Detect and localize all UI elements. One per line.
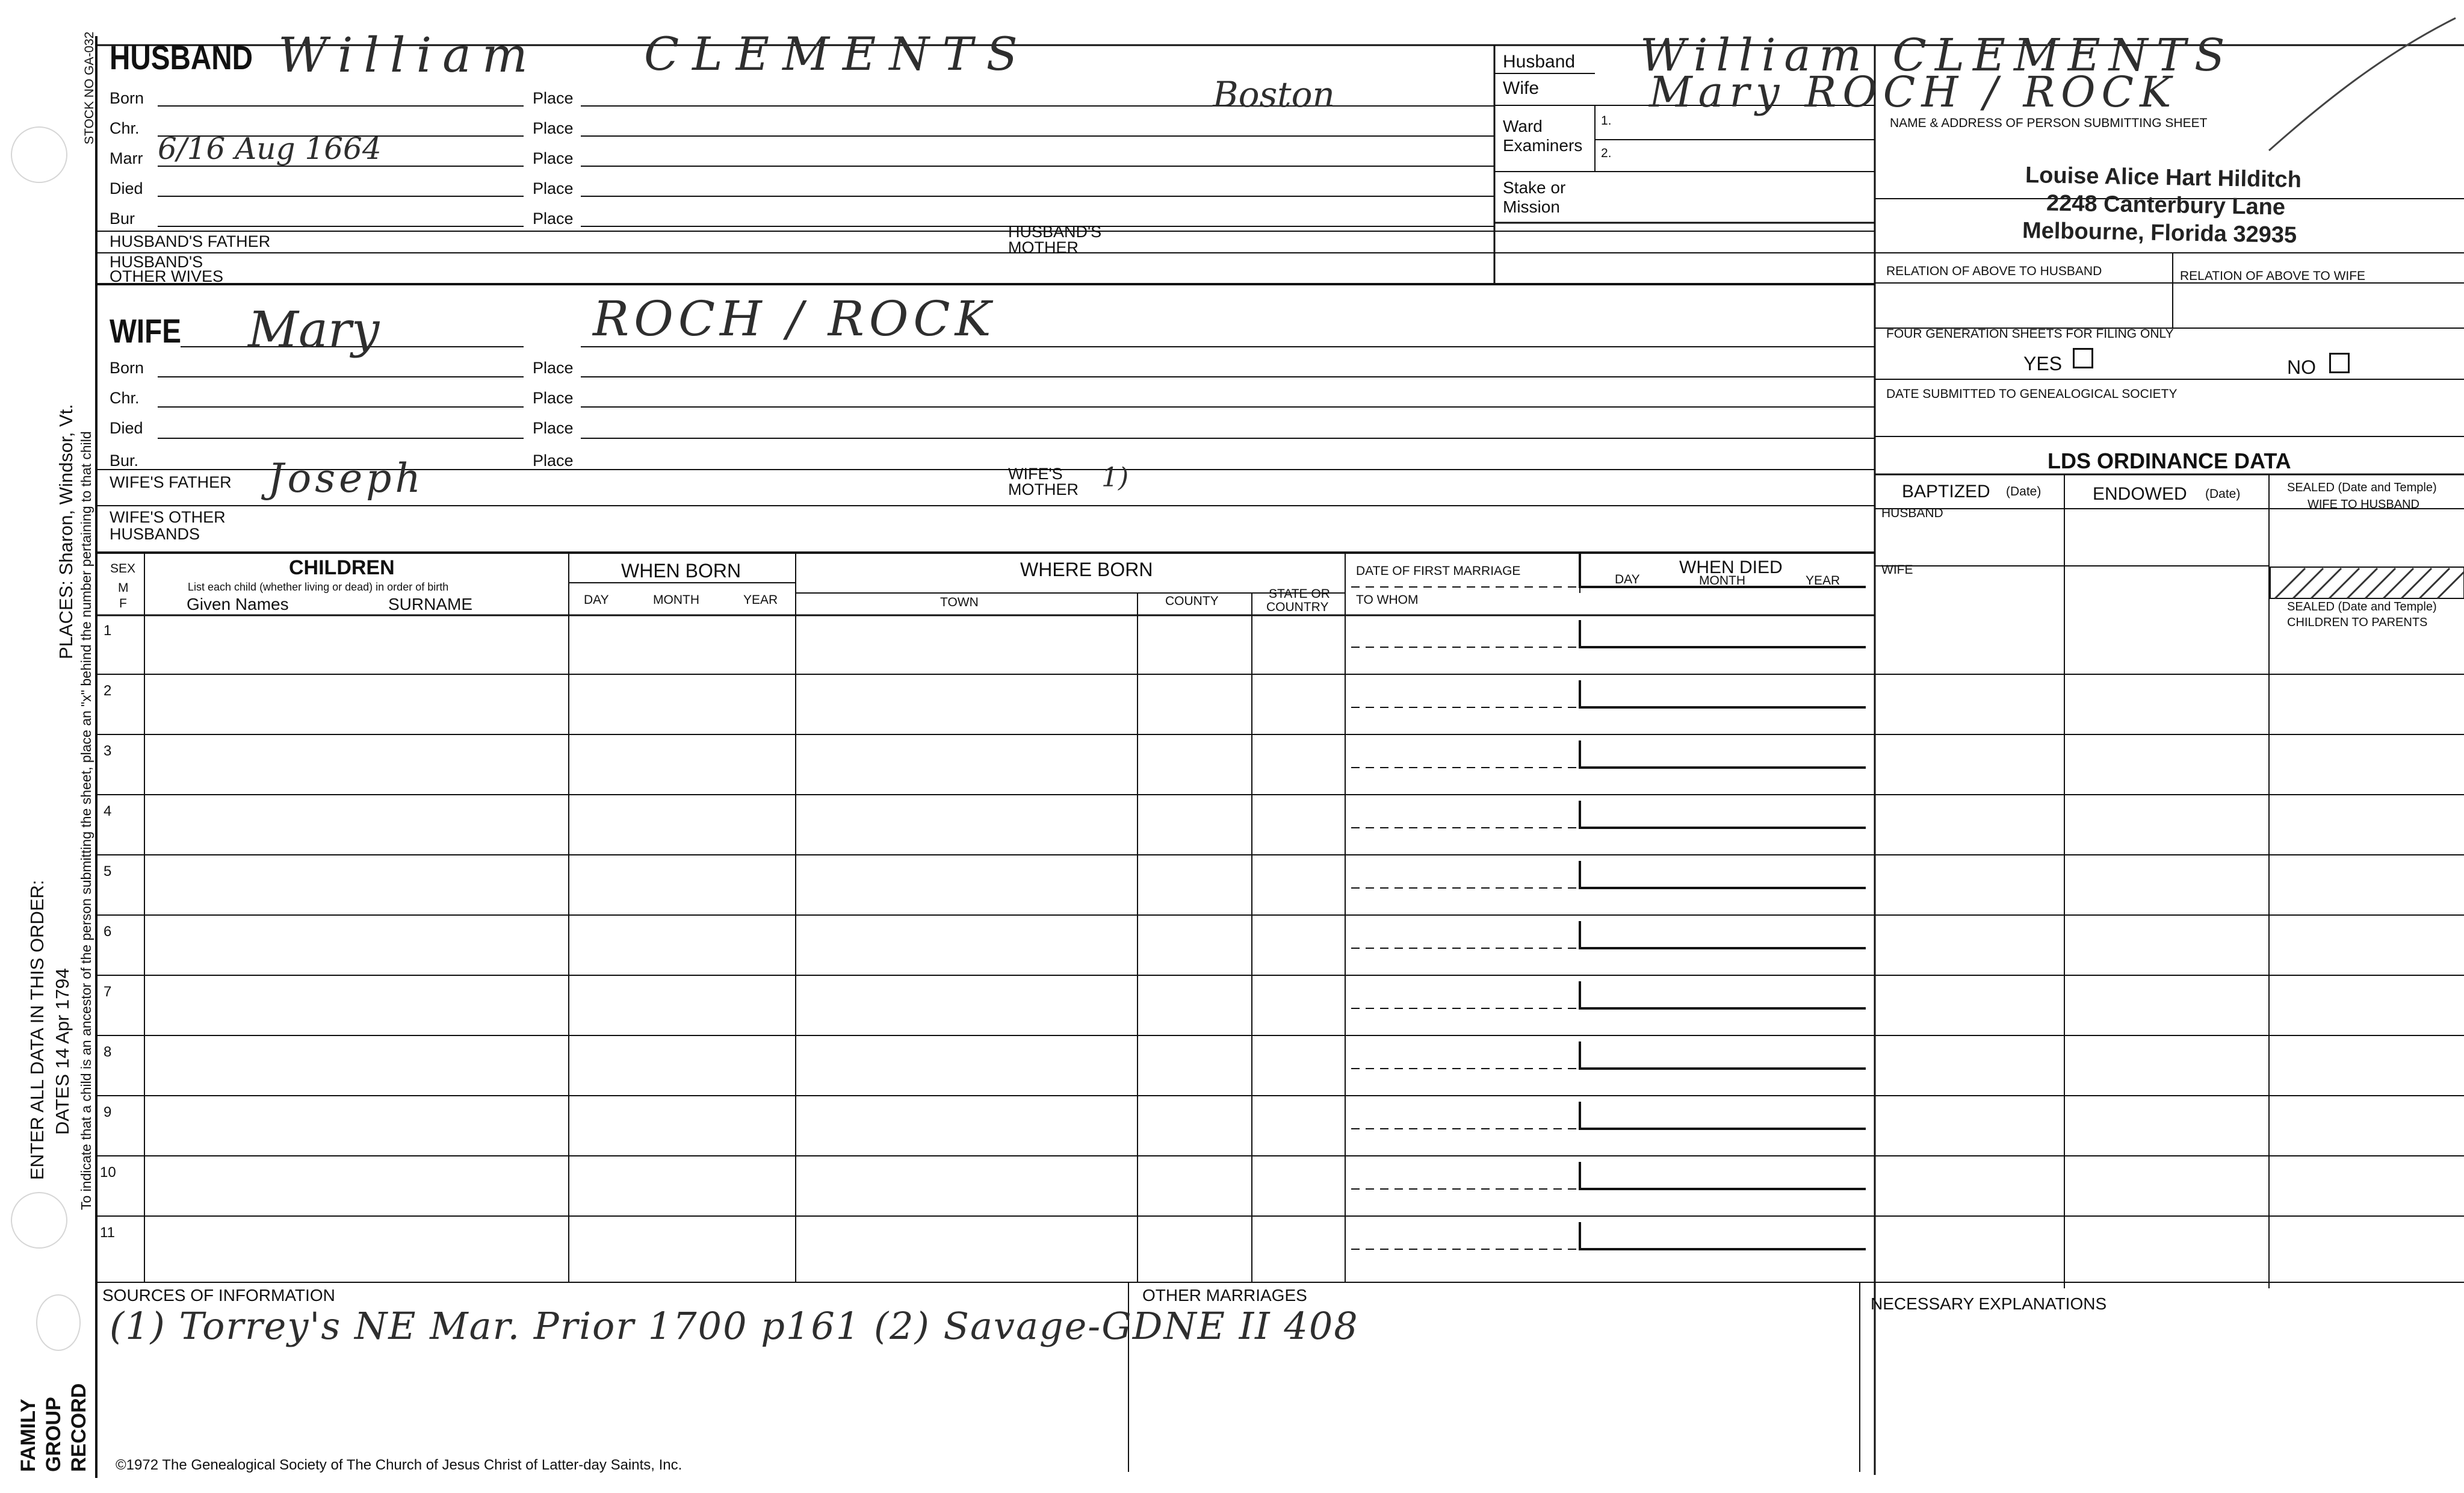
punch-hole [11,126,67,183]
lds-ordinance-title: LDS ORDINANCE DATA [2048,449,2291,473]
wifes-mother-value[interactable]: 1) [1101,462,1129,493]
born-day-header: DAY [584,593,609,607]
child-row-number: 8 [104,1044,112,1060]
wife-bur-place-label: Place [533,452,574,470]
punch-hole [36,1294,81,1351]
no-checkbox[interactable] [2329,353,2350,373]
child-row-number: 4 [104,803,112,819]
stake-label: Stake or [1503,178,1566,197]
endowed-date-label: (Date) [2205,487,2241,501]
submitter-name[interactable]: Louise Alice Hart Hilditch [2025,162,2302,193]
when-died-header: WHEN DIED [1679,557,1783,577]
stock-number: STOCK NO GA-032 [82,31,96,144]
husband-bur-label: Bur [110,210,135,228]
ward-label: Ward [1503,117,1543,135]
baptized-label: BAPTIZED [1902,482,1990,501]
child-row-number: 11 [100,1225,115,1241]
child-row-number: 9 [104,1104,112,1120]
wife-heading: WIFE [110,312,181,350]
ward-examiner-1: 1. [1601,114,1612,128]
sources-label: SOURCES OF INFORMATION [102,1286,335,1305]
child-row-number: 10 [100,1164,116,1181]
yes-label: YES [2023,353,2063,374]
panel-husband-value[interactable]: William CLEMENTS [1640,29,2233,81]
submitter-city[interactable]: Melbourne, Florida 32935 [2022,218,2297,248]
husbands-other-wives-label-1: HUSBAND'S [110,253,203,271]
endowed-label: ENDOWED [2093,484,2187,504]
sealed-children-label-1: SEALED (Date and Temple) [2287,600,2437,613]
husband-marr-label: Marr [110,149,143,167]
born-year-header: YEAR [743,593,778,607]
panel-wife-value[interactable]: Mary ROCH / ROCK [1649,67,2178,117]
when-born-header: WHEN BORN [621,560,741,582]
wife-chr-place-label: Place [533,389,574,407]
husband-surname[interactable]: CLEMENTS [644,27,1031,81]
relation-wife-label: RELATION OF ABOVE TO WIFE [2180,269,2366,283]
husband-born-label: Born [110,89,144,107]
lds-husband-label: HUSBAND [1881,506,1943,520]
county-header: COUNTY [1165,594,1219,608]
given-names-header: Given Names [187,595,289,613]
sex-f-label: F [119,597,127,610]
wife-chr-label: Chr. [110,389,140,407]
husband-given-name[interactable]: William [278,27,539,83]
state-header-2: COUNTRY [1266,600,1329,614]
no-label: NO [2287,356,2316,378]
baptized-date-label: (Date) [2006,485,2041,498]
husband-marr-value[interactable]: 6/16 Aug 1664 [158,131,382,166]
punch-hole [11,1192,67,1249]
husband-marr-place-label: Place [533,149,574,167]
husband-died-place-label: Place [533,179,574,197]
necessary-explanations-label: NECESSARY EXPLANATIONS [1871,1294,2107,1313]
children-header: CHILDREN [289,556,395,579]
first-marriage-header: DATE OF FIRST MARRIAGE [1356,564,1521,578]
yes-checkbox[interactable] [2073,348,2093,368]
wifes-mother-label-1: WIFE'S [1008,465,1063,483]
town-header: TOWN [940,595,979,609]
husband-died-label: Died [110,179,143,197]
submitter-street[interactable]: 2248 Canterbury Lane [2046,190,2286,220]
husbands-mother-label-1: HUSBAND'S [1008,223,1102,241]
enter-data-order: ENTER ALL DATA IN THIS ORDER: [26,880,48,1180]
relation-husband-label: RELATION OF ABOVE TO HUSBAND [1886,264,2102,278]
wife-surname[interactable]: ROCH / ROCK [593,291,996,347]
wifes-mother-label-2: MOTHER [1008,480,1079,498]
sex-m-label: M [118,581,129,595]
husbands-other-wives-label-2: OTHER WIVES [110,267,224,285]
husband-born-place-value[interactable]: Boston [1213,74,1335,115]
died-year-header: YEAR [1806,574,1840,588]
places-instruction: PLACES: Sharon, Windsor, Vt. [55,404,76,659]
child-row-number: 6 [104,923,112,940]
to-whom-header: TO WHOM [1356,593,1419,607]
surname-header: SURNAME [388,595,473,613]
child-row-number: 2 [104,683,112,699]
wifes-other-husbands-label-1: WIFE'S OTHER [110,508,226,526]
child-row-number: 7 [104,984,112,1000]
sources-value[interactable]: (1) Torrey's NE Mar. Prior 1700 p161 (2) Savage-GDNE II 408 [110,1304,1359,1348]
husband-born-place-label: Place [533,89,574,107]
husbands-mother-label-2: MOTHER [1008,238,1079,256]
date-submitted-label: DATE SUBMITTED TO GENEALOGICAL SOCIETY [1886,387,2178,401]
wifes-father-label: WIFE'S FATHER [110,473,232,491]
husband-bur-place-label: Place [533,210,574,228]
died-month-header: MONTH [1699,574,1745,588]
husband-chr-label: Chr. [110,119,140,137]
wife-died-label: Died [110,419,143,437]
copyright-notice: ©1972 The Genealogical Society of The Church of Jesus Christ of Latter-day Saints, Inc. [116,1457,683,1473]
examiners-label: Examiners [1503,136,1583,155]
husband-chr-place-label: Place [533,119,574,137]
sealed-wife-label-2: WIFE TO HUSBAND [2308,498,2419,511]
child-row-number: 5 [104,863,112,880]
group-label: GROUP [42,1397,65,1472]
died-day-header: DAY [1615,573,1640,586]
panel-husband-label: Husband [1503,52,1576,72]
where-born-header: WHERE BORN [1020,559,1153,580]
wifes-father-value[interactable]: Joseph [268,455,424,501]
husbands-father-label: HUSBAND'S FATHER [110,232,271,250]
wife-bur-label: Bur. [110,452,139,470]
state-header-1: STATE OR [1269,587,1330,601]
record-label: RECORD [67,1383,90,1472]
sealed-wife-label-1: SEALED (Date and Temple) [2287,481,2437,494]
child-row-number: 1 [104,622,112,639]
panel-wife-label: Wife [1503,78,1539,98]
family-label: FAMILY [17,1398,40,1472]
submitter-label: NAME & ADDRESS OF PERSON SUBMITTING SHEET [1890,116,2208,130]
lds-wife-label: WIFE [1881,563,1913,577]
children-list-note: List each child (whether living or dead) in order of birth [188,581,449,593]
wifes-other-husbands-label-2: HUSBANDS [110,525,200,543]
wife-died-place-label: Place [533,419,574,437]
child-row-number: 3 [104,743,112,759]
husband-heading: HUSBAND [110,39,253,76]
ancestor-instruction: To indicate that a child is an ancestor of the person submitting the sheet, place an "x" behind the number pertaining to that child [78,431,94,1210]
other-marriages-label: OTHER MARRIAGES [1142,1286,1307,1305]
four-generation-label: FOUR GENERATION SHEETS FOR FILING ONLY [1886,327,2174,341]
wife-given-name[interactable]: Mary [248,302,380,359]
dates-example: DATES 14 Apr 1794 [52,968,73,1135]
born-month-header: MONTH [653,593,699,607]
wife-born-label: Born [110,359,144,377]
ward-examiner-2: 2. [1601,146,1612,160]
sex-header: SEX [110,562,136,576]
wife-born-place-label: Place [533,359,574,377]
mission-label: Mission [1503,197,1560,216]
sealed-children-label-2: CHILDREN TO PARENTS [2287,616,2428,629]
